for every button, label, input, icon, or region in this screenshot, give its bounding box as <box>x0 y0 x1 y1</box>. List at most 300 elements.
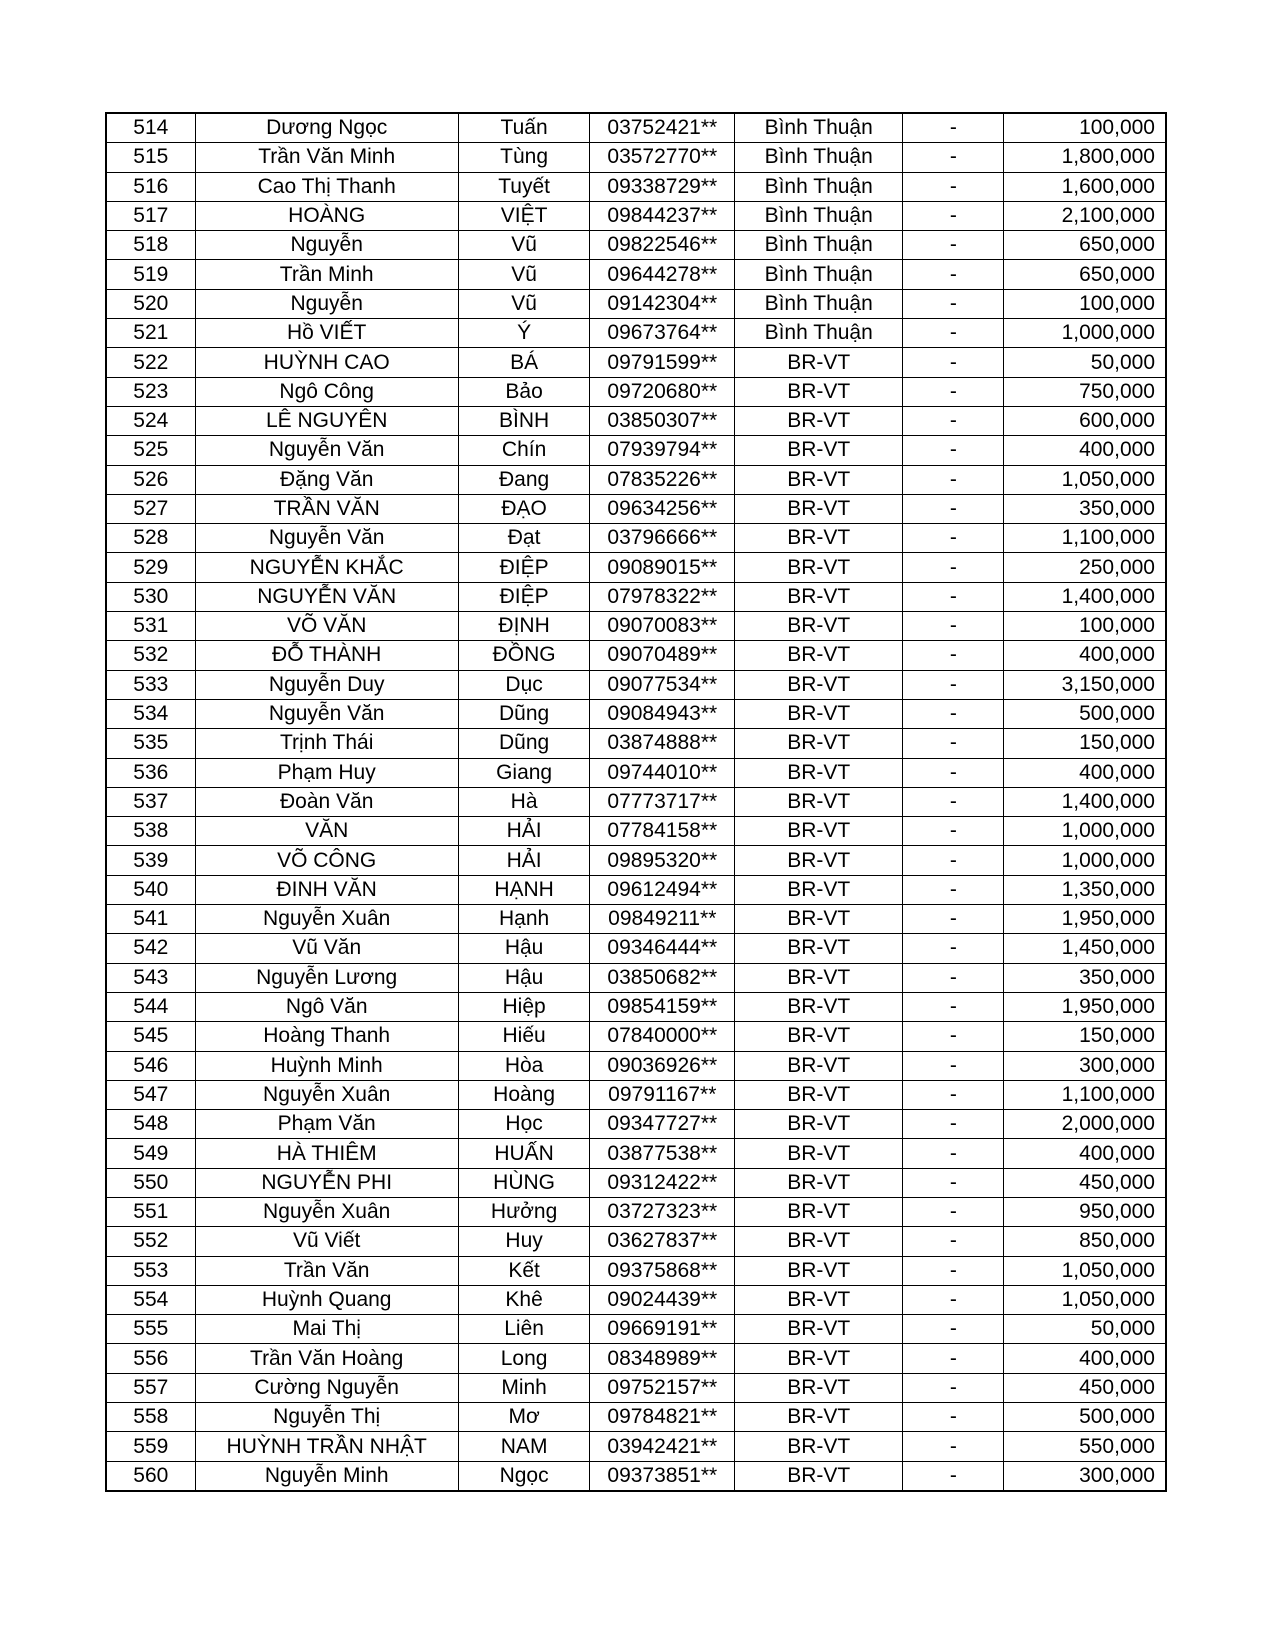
amount-cell: 1,050,000 <box>1004 465 1166 494</box>
province-cell: BR-VT <box>735 1373 903 1402</box>
surname-cell: Trần Văn Minh <box>195 143 458 172</box>
note-cell: - <box>903 817 1004 846</box>
phone-cell: 03850307** <box>590 406 735 435</box>
amount-cell: 1,000,000 <box>1004 846 1166 875</box>
phone-cell: 03877538** <box>590 1139 735 1168</box>
surname-cell: Vũ Văn <box>195 934 458 963</box>
given-name-cell: NAM <box>458 1432 590 1461</box>
row-number: 553 <box>106 1256 195 1285</box>
given-name-cell: Hà <box>458 787 590 816</box>
table-row <box>106 1403 1166 1432</box>
note-cell: - <box>903 1344 1004 1373</box>
amount-cell: 550,000 <box>1004 1432 1166 1461</box>
amount-cell: 1,000,000 <box>1004 817 1166 846</box>
phone-cell: 09338729** <box>590 172 735 201</box>
province-cell: BR-VT <box>735 1022 903 1051</box>
amount-cell: 1,100,000 <box>1004 524 1166 553</box>
phone-cell: 09752157** <box>590 1373 735 1402</box>
note-cell: - <box>903 905 1004 934</box>
province-cell: BR-VT <box>735 1168 903 1197</box>
given-name-cell: Hậu <box>458 963 590 992</box>
table-row <box>106 1080 1166 1109</box>
given-name-cell: Hòa <box>458 1051 590 1080</box>
given-name-cell: Vũ <box>458 231 590 260</box>
table-row <box>106 817 1166 846</box>
province-cell: Bình Thuận <box>735 201 903 230</box>
province-cell: BR-VT <box>735 1461 903 1491</box>
amount-cell: 1,950,000 <box>1004 905 1166 934</box>
province-cell: BR-VT <box>735 582 903 611</box>
surname-cell: Nguyễn Duy <box>195 670 458 699</box>
note-cell: - <box>903 406 1004 435</box>
row-number: 524 <box>106 406 195 435</box>
row-number: 519 <box>106 260 195 289</box>
table-row <box>106 612 1166 641</box>
row-number: 546 <box>106 1051 195 1080</box>
surname-cell: NGUYỄN KHẮC <box>195 553 458 582</box>
amount-cell: 400,000 <box>1004 1139 1166 1168</box>
row-number: 528 <box>106 524 195 553</box>
note-cell: - <box>903 612 1004 641</box>
given-name-cell: Giang <box>458 758 590 787</box>
note-cell: - <box>903 143 1004 172</box>
table-row <box>106 289 1166 318</box>
province-cell: BR-VT <box>735 1197 903 1226</box>
province-cell: BR-VT <box>735 641 903 670</box>
note-cell: - <box>903 1373 1004 1402</box>
province-cell: BR-VT <box>735 1139 903 1168</box>
given-name-cell: Vũ <box>458 289 590 318</box>
given-name-cell: Khê <box>458 1285 590 1314</box>
amount-cell: 1,100,000 <box>1004 1080 1166 1109</box>
row-number: 542 <box>106 934 195 963</box>
surname-cell: ĐINH VĂN <box>195 875 458 904</box>
amount-cell: 400,000 <box>1004 641 1166 670</box>
phone-cell: 09669191** <box>590 1315 735 1344</box>
surname-cell: Cường Nguyễn <box>195 1373 458 1402</box>
given-name-cell: Chín <box>458 436 590 465</box>
note-cell: - <box>903 201 1004 230</box>
surname-cell: Nguyễn Văn <box>195 436 458 465</box>
row-number: 555 <box>106 1315 195 1344</box>
given-name-cell: VIỆT <box>458 201 590 230</box>
given-name-cell: Dục <box>458 670 590 699</box>
given-name-cell: ĐỊNH <box>458 612 590 641</box>
row-number: 551 <box>106 1197 195 1226</box>
province-cell: BR-VT <box>735 436 903 465</box>
table-row <box>106 1051 1166 1080</box>
phone-cell: 09070489** <box>590 641 735 670</box>
note-cell: - <box>903 1315 1004 1344</box>
province-cell: BR-VT <box>735 1080 903 1109</box>
amount-cell: 850,000 <box>1004 1227 1166 1256</box>
note-cell: - <box>903 992 1004 1021</box>
province-cell: BR-VT <box>735 1432 903 1461</box>
amount-cell: 150,000 <box>1004 729 1166 758</box>
table-row <box>106 1139 1166 1168</box>
table-row <box>106 143 1166 172</box>
province-cell: BR-VT <box>735 1051 903 1080</box>
given-name-cell: ĐIỆP <box>458 582 590 611</box>
note-cell: - <box>903 1461 1004 1491</box>
row-number: 549 <box>106 1139 195 1168</box>
given-name-cell: BÌNH <box>458 406 590 435</box>
phone-cell: 09849211** <box>590 905 735 934</box>
amount-cell: 1,950,000 <box>1004 992 1166 1021</box>
row-number: 548 <box>106 1110 195 1139</box>
row-number: 526 <box>106 465 195 494</box>
province-cell: BR-VT <box>735 612 903 641</box>
phone-cell: 09142304** <box>590 289 735 318</box>
amount-cell: 1,800,000 <box>1004 143 1166 172</box>
province-cell: Bình Thuận <box>735 231 903 260</box>
given-name-cell: Học <box>458 1110 590 1139</box>
province-cell: BR-VT <box>735 934 903 963</box>
row-number: 532 <box>106 641 195 670</box>
table-row <box>106 1256 1166 1285</box>
table-row <box>106 436 1166 465</box>
note-cell: - <box>903 1110 1004 1139</box>
note-cell: - <box>903 231 1004 260</box>
province-cell: Bình Thuận <box>735 143 903 172</box>
surname-cell: NGUYỄN PHI <box>195 1168 458 1197</box>
row-number: 527 <box>106 494 195 523</box>
row-number: 535 <box>106 729 195 758</box>
province-cell: BR-VT <box>735 1315 903 1344</box>
table-row <box>106 1227 1166 1256</box>
province-cell: BR-VT <box>735 670 903 699</box>
amount-cell: 950,000 <box>1004 1197 1166 1226</box>
phone-cell: 09084943** <box>590 699 735 728</box>
note-cell: - <box>903 319 1004 348</box>
phone-cell: 09854159** <box>590 992 735 1021</box>
amount-cell: 400,000 <box>1004 758 1166 787</box>
given-name-cell: Long <box>458 1344 590 1373</box>
row-number: 540 <box>106 875 195 904</box>
table-row <box>106 319 1166 348</box>
province-cell: BR-VT <box>735 1403 903 1432</box>
amount-cell: 650,000 <box>1004 260 1166 289</box>
given-name-cell: Tùng <box>458 143 590 172</box>
row-number: 538 <box>106 817 195 846</box>
surname-cell: LÊ NGUYÊN <box>195 406 458 435</box>
given-name-cell: Đạt <box>458 524 590 553</box>
amount-cell: 50,000 <box>1004 348 1166 377</box>
given-name-cell: Kết <box>458 1256 590 1285</box>
phone-cell: 09791167** <box>590 1080 735 1109</box>
given-name-cell: Tuấn <box>458 113 590 143</box>
note-cell: - <box>903 787 1004 816</box>
province-cell: BR-VT <box>735 1110 903 1139</box>
row-number: 515 <box>106 143 195 172</box>
table-row <box>106 1344 1166 1373</box>
province-cell: BR-VT <box>735 406 903 435</box>
row-number: 530 <box>106 582 195 611</box>
row-number: 518 <box>106 231 195 260</box>
province-cell: BR-VT <box>735 699 903 728</box>
given-name-cell: Bảo <box>458 377 590 406</box>
row-number: 559 <box>106 1432 195 1461</box>
amount-cell: 300,000 <box>1004 1051 1166 1080</box>
table-row <box>106 1285 1166 1314</box>
row-number: 520 <box>106 289 195 318</box>
phone-cell: 03627837** <box>590 1227 735 1256</box>
note-cell: - <box>903 670 1004 699</box>
note-cell: - <box>903 729 1004 758</box>
row-number: 517 <box>106 201 195 230</box>
amount-cell: 450,000 <box>1004 1373 1166 1402</box>
phone-cell: 03752421** <box>590 113 735 143</box>
province-cell: BR-VT <box>735 553 903 582</box>
surname-cell: Đoàn Văn <box>195 787 458 816</box>
surname-cell: Cao Thị Thanh <box>195 172 458 201</box>
surname-cell: VÕ VĂN <box>195 612 458 641</box>
amount-cell: 500,000 <box>1004 1403 1166 1432</box>
table-row <box>106 963 1166 992</box>
table-row <box>106 787 1166 816</box>
amount-cell: 2,000,000 <box>1004 1110 1166 1139</box>
province-cell: BR-VT <box>735 963 903 992</box>
province-cell: BR-VT <box>735 992 903 1021</box>
note-cell: - <box>903 699 1004 728</box>
phone-cell: 09673764** <box>590 319 735 348</box>
phone-cell: 09077534** <box>590 670 735 699</box>
table-row <box>106 992 1166 1021</box>
row-number: 539 <box>106 846 195 875</box>
note-cell: - <box>903 494 1004 523</box>
table-row <box>106 348 1166 377</box>
phone-cell: 09312422** <box>590 1168 735 1197</box>
note-cell: - <box>903 1168 1004 1197</box>
province-cell: BR-VT <box>735 494 903 523</box>
amount-cell: 1,000,000 <box>1004 319 1166 348</box>
row-number: 531 <box>106 612 195 641</box>
surname-cell: Nguyễn <box>195 231 458 260</box>
table-row <box>106 1197 1166 1226</box>
phone-cell: 07835226** <box>590 465 735 494</box>
surname-cell: Phạm Văn <box>195 1110 458 1139</box>
note-cell: - <box>903 1227 1004 1256</box>
note-cell: - <box>903 1256 1004 1285</box>
province-cell: BR-VT <box>735 758 903 787</box>
surname-cell: Trần Văn <box>195 1256 458 1285</box>
phone-cell: 07784158** <box>590 817 735 846</box>
province-cell: BR-VT <box>735 875 903 904</box>
table-row <box>106 406 1166 435</box>
amount-cell: 100,000 <box>1004 289 1166 318</box>
note-cell: - <box>903 113 1004 143</box>
surname-cell: Huỳnh Quang <box>195 1285 458 1314</box>
row-number: 545 <box>106 1022 195 1051</box>
table-row <box>106 231 1166 260</box>
given-name-cell: Dũng <box>458 729 590 758</box>
given-name-cell: Hạnh <box>458 905 590 934</box>
phone-cell: 09784821** <box>590 1403 735 1432</box>
given-name-cell: Ngọc <box>458 1461 590 1491</box>
table-row <box>106 699 1166 728</box>
given-name-cell: Mơ <box>458 1403 590 1432</box>
province-cell: BR-VT <box>735 1256 903 1285</box>
phone-cell: 09089015** <box>590 553 735 582</box>
amount-cell: 350,000 <box>1004 963 1166 992</box>
given-name-cell: Minh <box>458 1373 590 1402</box>
surname-cell: Đặng Văn <box>195 465 458 494</box>
note-cell: - <box>903 1285 1004 1314</box>
surname-cell: VĂN <box>195 817 458 846</box>
row-number: 552 <box>106 1227 195 1256</box>
note-cell: - <box>903 934 1004 963</box>
amount-cell: 100,000 <box>1004 612 1166 641</box>
given-name-cell: Hưởng <box>458 1197 590 1226</box>
table-row <box>106 494 1166 523</box>
phone-cell: 03796666** <box>590 524 735 553</box>
phone-cell: 03572770** <box>590 143 735 172</box>
province-cell: BR-VT <box>735 348 903 377</box>
note-cell: - <box>903 465 1004 494</box>
surname-cell: Ngô Công <box>195 377 458 406</box>
row-number: 534 <box>106 699 195 728</box>
table-row <box>106 670 1166 699</box>
surname-cell: NGUYỄN VĂN <box>195 582 458 611</box>
row-number: 558 <box>106 1403 195 1432</box>
phone-cell: 07978322** <box>590 582 735 611</box>
amount-cell: 400,000 <box>1004 1344 1166 1373</box>
table-row <box>106 524 1166 553</box>
row-number: 537 <box>106 787 195 816</box>
surname-cell: Nguyễn <box>195 289 458 318</box>
note-cell: - <box>903 1080 1004 1109</box>
phone-cell: 09024439** <box>590 1285 735 1314</box>
given-name-cell: Hiệp <box>458 992 590 1021</box>
amount-cell: 3,150,000 <box>1004 670 1166 699</box>
phone-cell: 09791599** <box>590 348 735 377</box>
row-number: 556 <box>106 1344 195 1373</box>
row-number: 541 <box>106 905 195 934</box>
table-row <box>106 260 1166 289</box>
surname-cell: VÕ CÔNG <box>195 846 458 875</box>
row-number: 523 <box>106 377 195 406</box>
amount-cell: 300,000 <box>1004 1461 1166 1491</box>
surname-cell: Nguyễn Minh <box>195 1461 458 1491</box>
row-number: 525 <box>106 436 195 465</box>
table-row <box>106 641 1166 670</box>
province-cell: Bình Thuận <box>735 113 903 143</box>
province-cell: BR-VT <box>735 846 903 875</box>
note-cell: - <box>903 377 1004 406</box>
surname-cell: Nguyễn Xuân <box>195 1197 458 1226</box>
surname-cell: HUỲNH TRẦN NHẬT <box>195 1432 458 1461</box>
phone-cell: 09036926** <box>590 1051 735 1080</box>
note-cell: - <box>903 172 1004 201</box>
table-row <box>106 377 1166 406</box>
given-name-cell: Đang <box>458 465 590 494</box>
phone-cell: 09720680** <box>590 377 735 406</box>
province-cell: BR-VT <box>735 787 903 816</box>
amount-cell: 1,050,000 <box>1004 1285 1166 1314</box>
province-cell: BR-VT <box>735 729 903 758</box>
table-row <box>106 905 1166 934</box>
phone-cell: 09744010** <box>590 758 735 787</box>
amount-cell: 500,000 <box>1004 699 1166 728</box>
row-number: 522 <box>106 348 195 377</box>
note-cell: - <box>903 846 1004 875</box>
given-name-cell: HÙNG <box>458 1168 590 1197</box>
table-row <box>106 729 1166 758</box>
amount-cell: 250,000 <box>1004 553 1166 582</box>
surname-cell: Nguyễn Xuân <box>195 1080 458 1109</box>
surname-cell: Huỳnh Minh <box>195 1051 458 1080</box>
note-cell: - <box>903 289 1004 318</box>
province-cell: BR-VT <box>735 817 903 846</box>
table-row <box>106 846 1166 875</box>
phone-cell: 09346444** <box>590 934 735 963</box>
surname-cell: Hoàng Thanh <box>195 1022 458 1051</box>
amount-cell: 150,000 <box>1004 1022 1166 1051</box>
province-cell: BR-VT <box>735 1285 903 1314</box>
row-number: 543 <box>106 963 195 992</box>
amount-cell: 750,000 <box>1004 377 1166 406</box>
phone-cell: 03942421** <box>590 1432 735 1461</box>
note-cell: - <box>903 963 1004 992</box>
row-number: 514 <box>106 113 195 143</box>
surname-cell: Phạm Huy <box>195 758 458 787</box>
given-name-cell: Tuyết <box>458 172 590 201</box>
given-name-cell: Hậu <box>458 934 590 963</box>
note-cell: - <box>903 875 1004 904</box>
given-name-cell: HẢI <box>458 817 590 846</box>
amount-cell: 1,050,000 <box>1004 1256 1166 1285</box>
row-number: 560 <box>106 1461 195 1491</box>
given-name-cell: Dũng <box>458 699 590 728</box>
amount-cell: 1,400,000 <box>1004 787 1166 816</box>
province-cell: Bình Thuận <box>735 289 903 318</box>
phone-cell: 08348989** <box>590 1344 735 1373</box>
amount-cell: 2,100,000 <box>1004 201 1166 230</box>
table-row <box>106 465 1166 494</box>
row-number: 557 <box>106 1373 195 1402</box>
given-name-cell: ĐIỆP <box>458 553 590 582</box>
surname-cell: HOÀNG <box>195 201 458 230</box>
province-cell: BR-VT <box>735 377 903 406</box>
given-name-cell: Vũ <box>458 260 590 289</box>
table-row <box>106 582 1166 611</box>
table-row <box>106 201 1166 230</box>
row-number: 550 <box>106 1168 195 1197</box>
given-name-cell: BÁ <box>458 348 590 377</box>
amount-cell: 100,000 <box>1004 113 1166 143</box>
surname-cell: Trịnh Thái <box>195 729 458 758</box>
phone-cell: 09644278** <box>590 260 735 289</box>
province-cell: BR-VT <box>735 1227 903 1256</box>
surname-cell: Dương Ngọc <box>195 113 458 143</box>
given-name-cell: HUẤN <box>458 1139 590 1168</box>
note-cell: - <box>903 582 1004 611</box>
surname-cell: Nguyễn Xuân <box>195 905 458 934</box>
given-name-cell: Liên <box>458 1315 590 1344</box>
surname-cell: ĐỖ THÀNH <box>195 641 458 670</box>
note-cell: - <box>903 1022 1004 1051</box>
table-row <box>106 1373 1166 1402</box>
row-number: 536 <box>106 758 195 787</box>
surname-cell: Hồ VIẾT <box>195 319 458 348</box>
phone-cell: 09612494** <box>590 875 735 904</box>
province-cell: Bình Thuận <box>735 172 903 201</box>
province-cell: BR-VT <box>735 524 903 553</box>
row-number: 554 <box>106 1285 195 1314</box>
table-row <box>106 553 1166 582</box>
surname-cell: Nguyễn Văn <box>195 699 458 728</box>
row-number: 544 <box>106 992 195 1021</box>
